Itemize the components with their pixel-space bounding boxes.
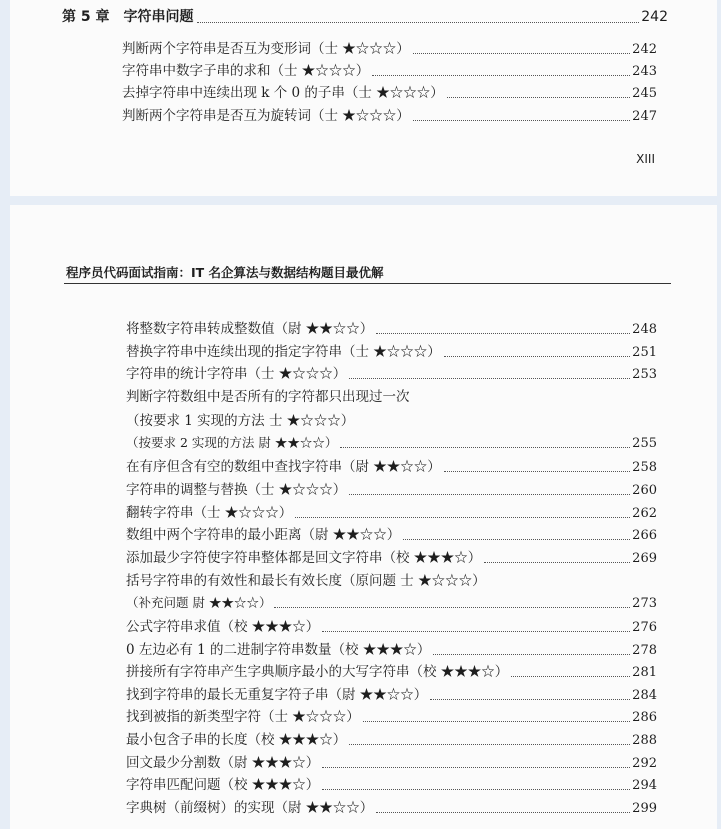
chapter-number: 第 5 章: [62, 9, 110, 25]
toc-entry-page: 278: [632, 643, 657, 658]
toc-page-bottom: [10, 205, 717, 829]
toc-entry-page: 273: [632, 596, 657, 611]
toc-entry: [126, 455, 657, 475]
toc-subentry-title: （补充问题 尉 ★★☆☆）: [126, 595, 272, 610]
toc-page-top: [10, 0, 717, 196]
leader-dots: [274, 607, 630, 608]
toc-entry-page: 281: [632, 665, 657, 680]
toc-entry-page: 266: [632, 528, 657, 543]
leader-dots: [511, 676, 630, 677]
toc-entry-title: 字符串匹配问题（校 ★★★☆）: [126, 777, 320, 793]
leader-dots: [322, 789, 630, 790]
toc-entry-page: 245: [632, 86, 657, 101]
leader-dots: [444, 471, 630, 472]
leader-dots: [484, 562, 630, 563]
toc-entry-page: 262: [632, 506, 657, 521]
toc-entry-title: 找到字符串的最长无重复字符子串（尉 ★★☆☆）: [126, 687, 428, 703]
toc-entry: [122, 81, 657, 101]
toc-entry-page: 284: [632, 688, 657, 703]
toc-entry-title: 最小包含子串的长度（校 ★★★☆）: [126, 732, 347, 748]
toc-entry-page: 269: [632, 551, 657, 566]
toc-entry: [126, 683, 657, 703]
toc-entry-title: 字符串中数字子串的求和（士 ★☆☆☆）: [122, 63, 370, 79]
toc-entry-title: 在有序但含有空的数组中查找字符串（尉 ★★☆☆）: [126, 459, 441, 475]
toc-entry: [126, 501, 657, 521]
toc-entry: [122, 59, 657, 79]
toc-entry-page: 251: [632, 345, 657, 360]
toc-entry-title: 括号字符串的有效性和最长有效长度（原问题 士 ★☆☆☆）: [126, 573, 486, 589]
toc-entry-title: 将整数字符串转成整数值（尉 ★★☆☆）: [126, 321, 374, 337]
toc-subentry: [126, 433, 657, 451]
toc-entry-title: 字符串的调整与替换（士 ★☆☆☆）: [126, 482, 347, 498]
leader-dots: [430, 699, 630, 700]
toc-entry: [126, 478, 657, 498]
toc-entry-title: 添加最少字符使字符串整体都是回文字符串（校 ★★★☆）: [126, 550, 482, 566]
leader-dots: [447, 97, 630, 98]
toc-entry-page: 242: [632, 42, 657, 57]
leader-dots: [372, 75, 630, 76]
toc-entry-title: 去掉字符串中连续出现 k 个 0 的子串（士 ★☆☆☆）: [122, 85, 444, 101]
chapter-page: 242: [641, 9, 668, 25]
leader-dots: [295, 517, 630, 518]
toc-entry: [126, 340, 657, 360]
toc-subentry: [126, 593, 657, 611]
leader-dots: [349, 494, 630, 495]
leader-dots: [322, 767, 630, 768]
toc-entry-page: 292: [632, 756, 657, 771]
leader-dots: [363, 721, 630, 722]
toc-entry-title: 翻转字符串（士 ★☆☆☆）: [126, 505, 293, 521]
toc-entry: [126, 660, 657, 680]
toc-entry-page: 288: [632, 733, 657, 748]
page-number: XIII: [636, 152, 655, 166]
leader-dots: [413, 53, 630, 54]
toc-entry-title: 0 左边必有 1 的二进制字符串数量（校 ★★★☆）: [126, 642, 431, 658]
toc-entry: [122, 37, 657, 57]
toc-entry-title: 字典树（前缀树）的实现（尉 ★★☆☆）: [126, 800, 374, 816]
header-rule: [64, 283, 671, 284]
toc-entry-title: 替换字符串中连续出现的指定字符串（士 ★☆☆☆）: [126, 344, 441, 360]
toc-entry-page: 247: [632, 109, 657, 124]
leader-dots: [340, 447, 630, 448]
toc-entry: [122, 104, 657, 124]
toc-entry-title: 判断两个字符串是否互为变形词（士 ★☆☆☆）: [122, 41, 410, 57]
leader-dots: [403, 539, 630, 540]
leader-dots: [413, 120, 630, 121]
toc-entry: [126, 638, 657, 658]
toc-entry-page: 243: [632, 64, 657, 79]
toc-subentry-title: （按要求 1 实现的方法 士 ★☆☆☆）: [126, 413, 355, 429]
toc-entry: [126, 362, 657, 382]
toc-entry-page: 248: [632, 322, 657, 337]
toc-entry: [126, 751, 657, 771]
toc-entry: [126, 546, 657, 566]
toc-entry: [126, 796, 657, 816]
leader-dots: [376, 333, 630, 334]
toc-entry: [126, 773, 657, 793]
toc-entry-page: 258: [632, 460, 657, 475]
toc-entry-title: 公式字符串求值（校 ★★★☆）: [126, 619, 320, 635]
leader-dots: [349, 378, 630, 379]
toc-entry-page: 253: [632, 367, 657, 382]
toc-entry-title: 拼接所有字符串产生字典顺序最小的大写字符串（校 ★★★☆）: [126, 664, 509, 680]
toc-entry-title: 找到被指的新类型字符（士 ★☆☆☆）: [126, 709, 360, 725]
toc-entry-page: 299: [632, 801, 657, 816]
toc-entry: [126, 317, 657, 337]
leader-dots: [433, 654, 630, 655]
leader-dots: [349, 744, 630, 745]
leader-dots: [322, 631, 630, 632]
toc-entry-page: 294: [632, 778, 657, 793]
chapter-heading: [62, 6, 668, 26]
toc-entry-title: 判断两个字符串是否互为旋转词（士 ★☆☆☆）: [122, 108, 410, 124]
toc-entry-page: 255: [632, 436, 657, 451]
running-header: 程序员代码面试指南：IT 名企算法与数据结构题目最优解: [66, 265, 384, 280]
leader-dots: [197, 22, 640, 23]
toc-entry: [126, 523, 657, 543]
toc-entry-page: 276: [632, 620, 657, 635]
toc-subentry-title: （按要求 2 实现的方法 尉 ★★☆☆）: [126, 435, 338, 450]
leader-dots: [444, 356, 630, 357]
toc-entry: [126, 728, 657, 748]
toc-entry-title: 字符串的统计字符串（士 ★☆☆☆）: [126, 366, 347, 382]
chapter-title: 字符串问题: [123, 9, 194, 25]
leader-dots: [376, 812, 630, 813]
toc-entry: [126, 615, 657, 635]
toc-entry: [126, 705, 657, 725]
toc-entry-title: 数组中两个字符串的最小距离（尉 ★★☆☆）: [126, 527, 401, 543]
toc-entry-title: 回文最少分割数（尉 ★★★☆）: [126, 755, 320, 771]
toc-entry-title: 判断字符数组中是否所有的字符都只出现过一次: [126, 389, 410, 405]
toc-entry-page: 286: [632, 710, 657, 725]
toc-entry-page: 260: [632, 483, 657, 498]
